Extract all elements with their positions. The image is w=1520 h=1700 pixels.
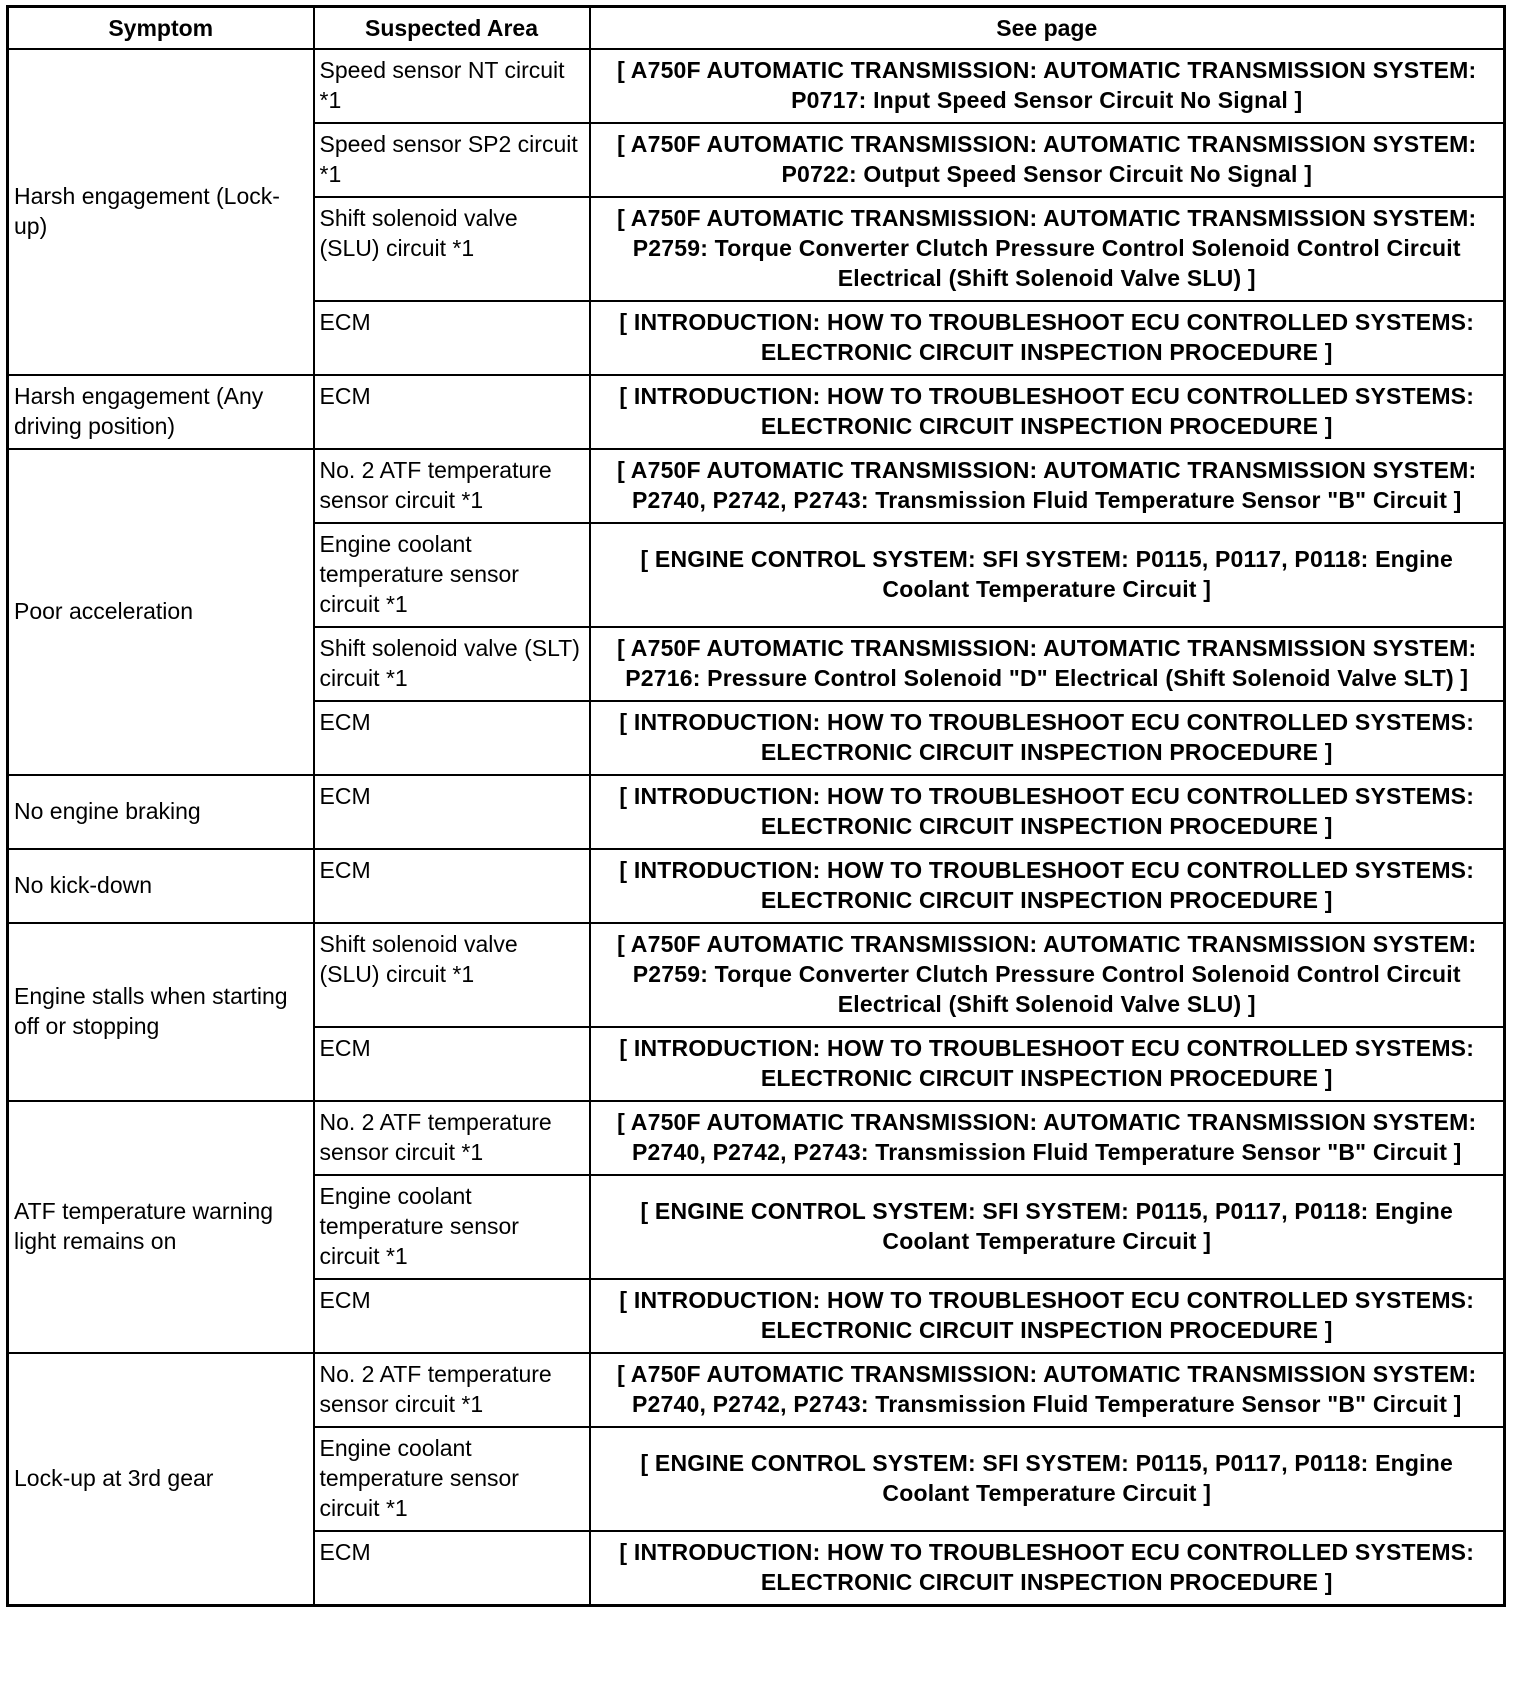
suspected-area-cell: ECM — [314, 1027, 590, 1101]
see-page-link[interactable]: [ INTRODUCTION: HOW TO TROUBLESHOOT ECU CONTROLLED SYSTEMS: ELECTRONIC CIRCUIT INSPECTION PROCEDURE ] — [590, 775, 1505, 849]
see-page-link[interactable]: [ INTRODUCTION: HOW TO TROUBLESHOOT ECU CONTROLLED SYSTEMS: ELECTRONIC CIRCUIT INSPECTION PROCEDURE ] — [590, 301, 1505, 375]
suspected-area-cell: ECM — [314, 1279, 590, 1353]
table-row — [8, 375, 1505, 449]
suspected-area-cell: No. 2 ATF temperature sensor circuit *1 — [314, 1353, 590, 1427]
troubleshooting-table — [6, 5, 1506, 1607]
symptom-cell: Poor acceleration — [8, 449, 314, 775]
table-row — [8, 923, 1505, 1027]
symptom-cell: No kick-down — [8, 849, 314, 923]
suspected-area-cell: Engine coolant temperature sensor circuit *1 — [314, 1427, 590, 1531]
symptom-cell: Harsh engagement (Lock-up) — [8, 49, 314, 375]
suspected-area-cell: Engine coolant temperature sensor circuit *1 — [314, 1175, 590, 1279]
table-row — [8, 849, 1505, 923]
table-row — [8, 1353, 1505, 1427]
symptom-cell: Lock-up at 3rd gear — [8, 1353, 314, 1606]
header-row — [8, 7, 1505, 50]
see-page-link[interactable]: [ INTRODUCTION: HOW TO TROUBLESHOOT ECU CONTROLLED SYSTEMS: ELECTRONIC CIRCUIT INSPECTION PROCEDURE ] — [590, 1531, 1505, 1606]
symptom-cell: No engine braking — [8, 775, 314, 849]
see-page-link[interactable]: [ ENGINE CONTROL SYSTEM: SFI SYSTEM: P0115, P0117, P0118: Engine Coolant Temperature Circuit ] — [590, 1427, 1505, 1531]
suspected-area-cell: ECM — [314, 775, 590, 849]
suspected-area-cell: Speed sensor SP2 circuit *1 — [314, 123, 590, 197]
see-page-link[interactable]: [ INTRODUCTION: HOW TO TROUBLESHOOT ECU CONTROLLED SYSTEMS: ELECTRONIC CIRCUIT INSPECTION PROCEDURE ] — [590, 1027, 1505, 1101]
suspected-area-cell: No. 2 ATF temperature sensor circuit *1 — [314, 449, 590, 523]
table-row — [8, 1101, 1505, 1175]
header-suspected-area: Suspected Area — [314, 7, 590, 50]
suspected-area-cell: Shift solenoid valve (SLU) circuit *1 — [314, 923, 590, 1027]
see-page-link[interactable]: [ A750F AUTOMATIC TRANSMISSION: AUTOMATIC TRANSMISSION SYSTEM: P2740, P2742, P2743: Transmission Fluid Temperature Sensor "B" Circuit ] — [590, 1101, 1505, 1175]
see-page-link[interactable]: [ A750F AUTOMATIC TRANSMISSION: AUTOMATIC TRANSMISSION SYSTEM: P2759: Torque Converter Clutch Pressure Control Solenoid Control Circuit Electrical (Shift Solenoid Valve SLU) ] — [590, 923, 1505, 1027]
see-page-link[interactable]: [ INTRODUCTION: HOW TO TROUBLESHOOT ECU CONTROLLED SYSTEMS: ELECTRONIC CIRCUIT INSPECTION PROCEDURE ] — [590, 701, 1505, 775]
suspected-area-cell: Speed sensor NT circuit *1 — [314, 49, 590, 123]
see-page-link[interactable]: [ A750F AUTOMATIC TRANSMISSION: AUTOMATIC TRANSMISSION SYSTEM: P2716: Pressure Control Solenoid "D" Electrical (Shift Solenoid Valve SLT) ] — [590, 627, 1505, 701]
suspected-area-cell: No. 2 ATF temperature sensor circuit *1 — [314, 1101, 590, 1175]
see-page-link[interactable]: [ A750F AUTOMATIC TRANSMISSION: AUTOMATIC TRANSMISSION SYSTEM: P2740, P2742, P2743: Transmission Fluid Temperature Sensor "B" Circuit ] — [590, 449, 1505, 523]
see-page-link[interactable]: [ A750F AUTOMATIC TRANSMISSION: AUTOMATIC TRANSMISSION SYSTEM: P0717: Input Speed Sensor Circuit No Signal ] — [590, 49, 1505, 123]
see-page-link[interactable]: [ INTRODUCTION: HOW TO TROUBLESHOOT ECU CONTROLLED SYSTEMS: ELECTRONIC CIRCUIT INSPECTION PROCEDURE ] — [590, 849, 1505, 923]
suspected-area-cell: ECM — [314, 1531, 590, 1606]
table-row — [8, 775, 1505, 849]
suspected-area-cell: ECM — [314, 301, 590, 375]
symptom-cell: Engine stalls when starting off or stopping — [8, 923, 314, 1101]
table-body — [8, 49, 1505, 1606]
see-page-link[interactable]: [ ENGINE CONTROL SYSTEM: SFI SYSTEM: P0115, P0117, P0118: Engine Coolant Temperature Circuit ] — [590, 1175, 1505, 1279]
symptom-cell: Harsh engagement (Any driving position) — [8, 375, 314, 449]
see-page-link[interactable]: [ ENGINE CONTROL SYSTEM: SFI SYSTEM: P0115, P0117, P0118: Engine Coolant Temperature Circuit ] — [590, 523, 1505, 627]
see-page-link[interactable]: [ INTRODUCTION: HOW TO TROUBLESHOOT ECU CONTROLLED SYSTEMS: ELECTRONIC CIRCUIT INSPECTION PROCEDURE ] — [590, 1279, 1505, 1353]
suspected-area-cell: ECM — [314, 375, 590, 449]
suspected-area-cell: ECM — [314, 701, 590, 775]
see-page-link[interactable]: [ A750F AUTOMATIC TRANSMISSION: AUTOMATIC TRANSMISSION SYSTEM: P0722: Output Speed Sensor Circuit No Signal ] — [590, 123, 1505, 197]
header-symptom: Symptom — [8, 7, 314, 50]
suspected-area-cell: Engine coolant temperature sensor circuit *1 — [314, 523, 590, 627]
suspected-area-cell: Shift solenoid valve (SLT) circuit *1 — [314, 627, 590, 701]
header-see-page: See page — [590, 7, 1505, 50]
see-page-link[interactable]: [ A750F AUTOMATIC TRANSMISSION: AUTOMATIC TRANSMISSION SYSTEM: P2759: Torque Converter Clutch Pressure Control Solenoid Control Circuit Electrical (Shift Solenoid Valve SLU) ] — [590, 197, 1505, 301]
table-row — [8, 449, 1505, 523]
see-page-link[interactable]: [ INTRODUCTION: HOW TO TROUBLESHOOT ECU CONTROLLED SYSTEMS: ELECTRONIC CIRCUIT INSPECTION PROCEDURE ] — [590, 375, 1505, 449]
see-page-link[interactable]: [ A750F AUTOMATIC TRANSMISSION: AUTOMATIC TRANSMISSION SYSTEM: P2740, P2742, P2743: Transmission Fluid Temperature Sensor "B" Circuit ] — [590, 1353, 1505, 1427]
suspected-area-cell: ECM — [314, 849, 590, 923]
suspected-area-cell: Shift solenoid valve (SLU) circuit *1 — [314, 197, 590, 301]
table-row — [8, 49, 1505, 123]
symptom-cell: ATF temperature warning light remains on — [8, 1101, 314, 1353]
